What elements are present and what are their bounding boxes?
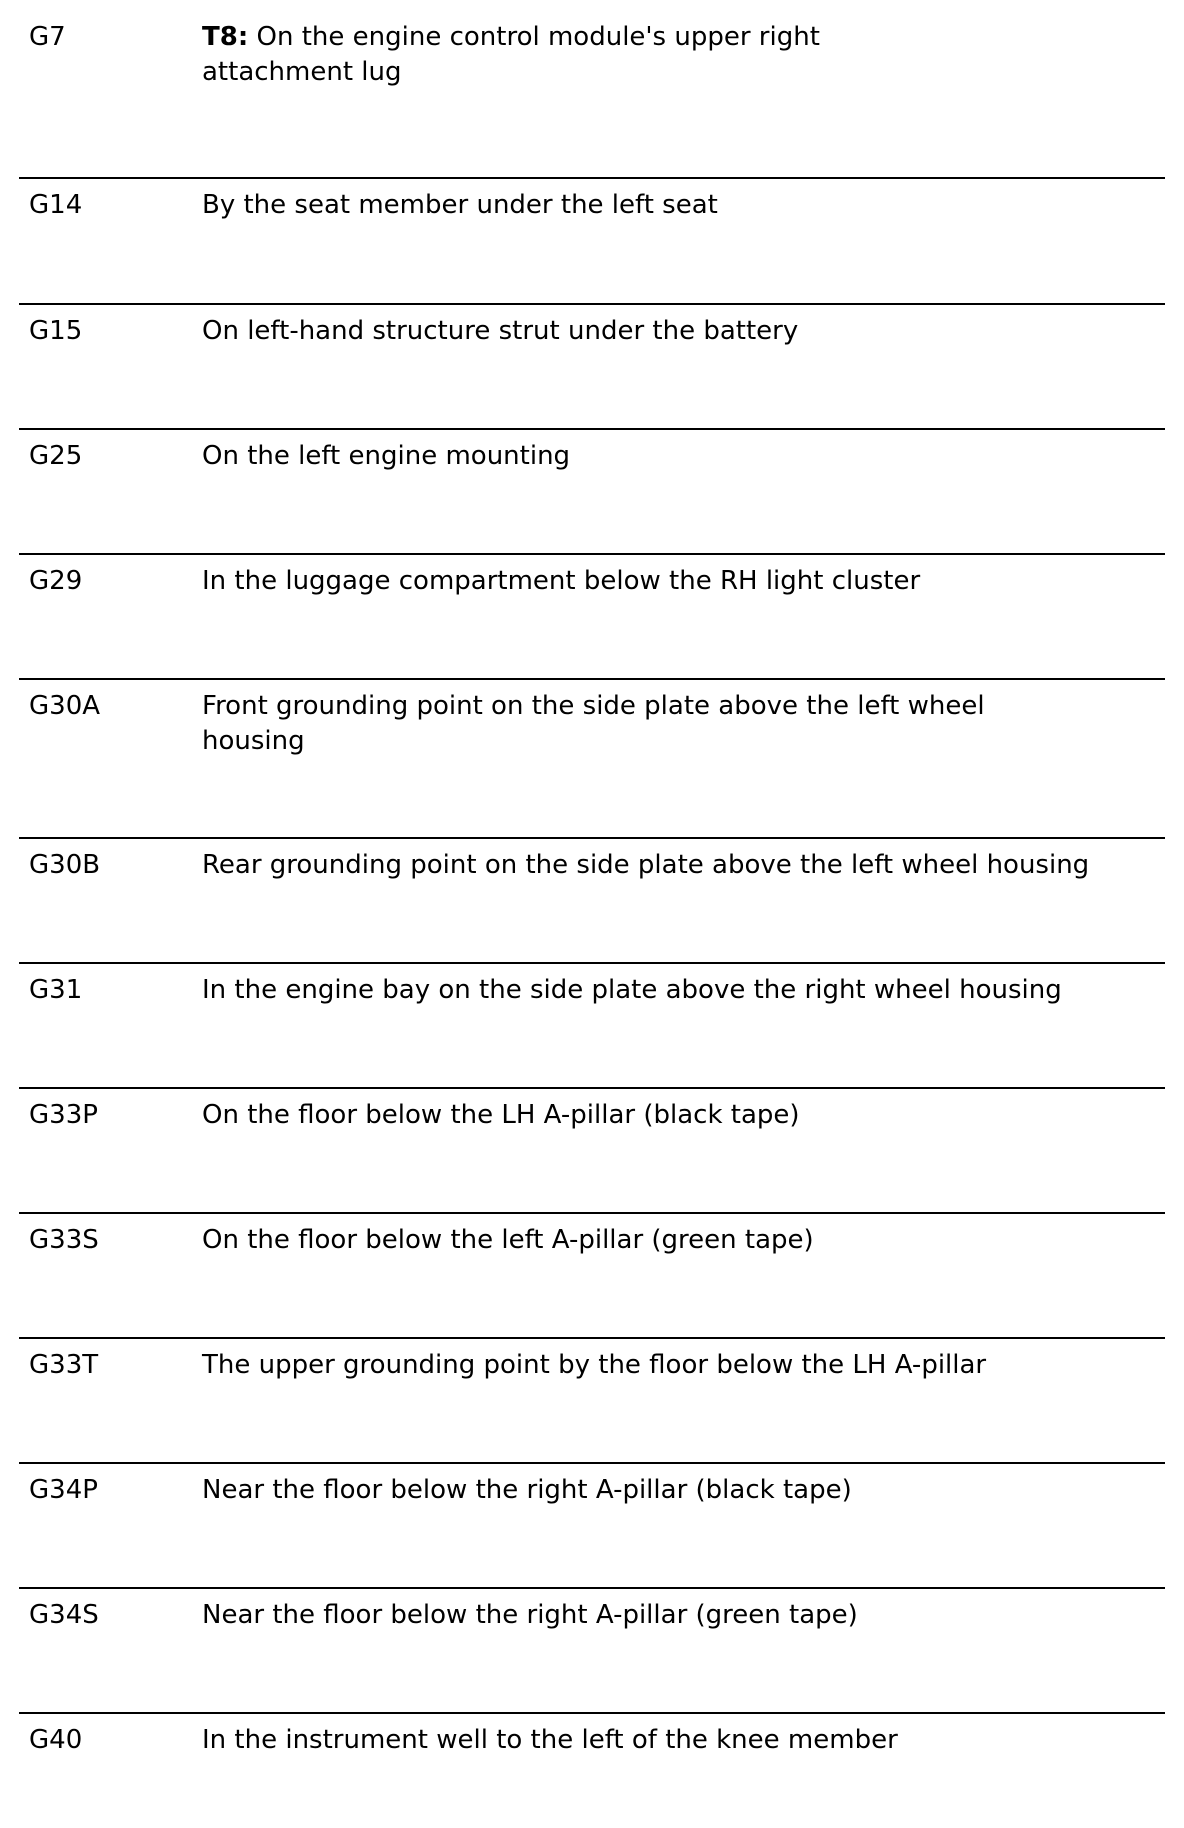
ground-code: G29 bbox=[29, 566, 83, 596]
location-text: On the engine control module's upper right attachment lug bbox=[202, 22, 820, 87]
ground-code: G33T bbox=[29, 1350, 99, 1380]
row-divider bbox=[19, 303, 1165, 305]
terminal-label: T8: bbox=[202, 22, 249, 52]
row-divider bbox=[19, 1212, 1165, 1214]
ground-location: Near the floor below the right A-pillar (green tape) bbox=[202, 1600, 858, 1630]
row-divider bbox=[19, 1462, 1165, 1464]
row-divider bbox=[19, 1587, 1165, 1589]
ground-code: G7 bbox=[29, 22, 66, 52]
row-divider bbox=[19, 553, 1165, 555]
row-divider bbox=[19, 1337, 1165, 1339]
row-divider bbox=[19, 1087, 1165, 1089]
ground-code: G33S bbox=[29, 1225, 99, 1255]
ground-location: On the floor below the LH A-pillar (black tape) bbox=[202, 1100, 800, 1130]
row-divider bbox=[19, 678, 1165, 680]
ground-location: Rear grounding point on the side plate above the left wheel housing bbox=[202, 850, 1090, 880]
row-divider bbox=[19, 1712, 1165, 1714]
row-divider bbox=[19, 962, 1165, 964]
ground-code: G30A bbox=[29, 691, 101, 721]
ground-code: G34S bbox=[29, 1600, 99, 1630]
ground-location: On left-hand structure strut under the battery bbox=[202, 316, 799, 346]
row-divider bbox=[19, 177, 1165, 179]
ground-location: In the engine bay on the side plate above the right wheel housing bbox=[202, 975, 1062, 1005]
ground-code: G15 bbox=[29, 316, 83, 346]
row-divider bbox=[19, 837, 1165, 839]
ground-code: G34P bbox=[29, 1475, 98, 1505]
ground-location: Near the floor below the right A-pillar (black tape) bbox=[202, 1475, 852, 1505]
ground-code: G31 bbox=[29, 975, 83, 1005]
ground-location: On the left engine mounting bbox=[202, 441, 571, 471]
ground-location: The upper grounding point by the floor below the LH A-pillar bbox=[202, 1350, 987, 1380]
ground-code: G30B bbox=[29, 850, 101, 880]
ground-code: G25 bbox=[29, 441, 83, 471]
ground-location: In the luggage compartment below the RH light cluster bbox=[202, 566, 921, 596]
ground-location: By the seat member under the left seat bbox=[202, 190, 718, 220]
row-divider bbox=[19, 428, 1165, 430]
ground-location: In the instrument well to the left of the knee member bbox=[202, 1725, 898, 1755]
ground-location: On the floor below the left A-pillar (green tape) bbox=[202, 1225, 814, 1255]
ground-location bbox=[202, 20, 922, 90]
ground-code: G14 bbox=[29, 190, 83, 220]
ground-code: G33P bbox=[29, 1100, 98, 1130]
ground-location: Front grounding point on the side plate above the left wheel housing bbox=[202, 691, 985, 756]
ground-code: G40 bbox=[29, 1725, 83, 1755]
